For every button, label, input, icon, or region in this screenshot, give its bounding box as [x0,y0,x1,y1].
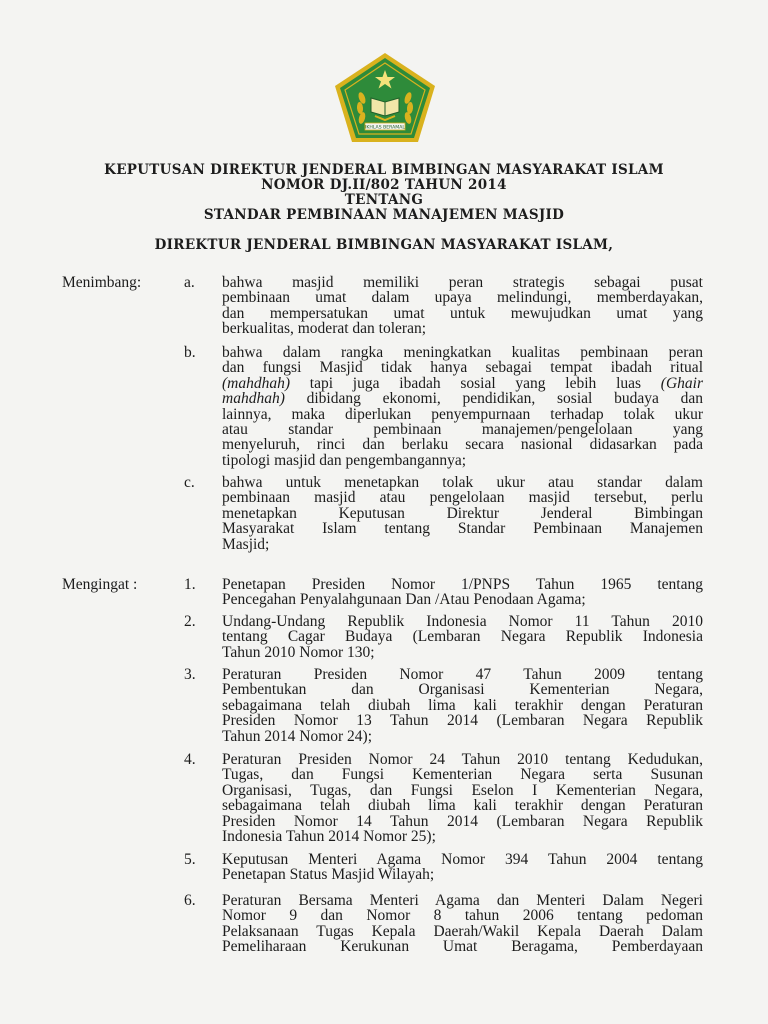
text-line: mahdhah) dibidang ekonomi, pendidikan, sosial budaya dan [222,390,703,408]
decree-tentang: TENTANG [344,192,424,208]
text-line: Masjid; [222,535,270,553]
text-line: menyeluruh, rinci dan berlaku secara nasional didasarkan pada [222,436,703,454]
item-marker: 4. [184,751,196,768]
text-line: tipologi masjid dan pengembangannya; [222,451,467,469]
text-line: bahwa masjid memiliki peran strategis sebagai pusat [222,274,703,291]
text-line: Pelaksanaan Tugas Kepala Daerah/Wakil Kepala Daerah Dalam [222,922,703,940]
text-line: tentang Cagar Budaya (Lembaran Negara Republik Indonesia [222,628,703,646]
text-line: Presiden Nomor 13 Tahun 2014 (Lembaran Negara Republik [222,712,703,730]
item-text [222,614,703,660]
emblem-motto: IKHLAS BERAMAL [365,125,405,131]
item-text [222,852,703,883]
item-marker: 3. [184,666,196,683]
text-line: Peraturan Presiden Nomor 47 Tahun 2009 tentang [222,666,703,683]
text-line: bahwa dalam rangka meningkatkan kualitas pembinaan peran [222,344,703,361]
decree-number: NOMOR DJ.II/802 TAHUN 2014 [261,177,507,193]
item-marker: 2. [184,613,196,630]
text-line: menetapkan Keputusan Direktur Jenderal Bimbingan [222,504,703,522]
item-text [222,893,703,955]
text-line: pembinaan umat dalam upaya melindungi, memberdayakan, [222,289,703,307]
text-line: Pemeliharaan Kerukunan Umat Beragama, Pemberdayaan [222,938,703,956]
mengingat-label: Mengingat : [62,576,138,593]
text-line: Keputusan Menteri Agama Nomor 394 Tahun 2004 tentang [222,851,703,868]
text-line: Tahun 2010 Nomor 130; [222,643,375,661]
text-line: dan fungsi Masjid tidak hanya sebagai tempat ibadah ritual [222,359,703,377]
text-line: sebagaimana telah diubah lima kali terakhir dengan Peraturan [222,797,703,815]
item-text [222,475,703,552]
item-marker: 6. [184,892,196,909]
text-line: Tahun 2014 Nomor 24); [222,727,373,745]
item-marker: 1. [184,576,196,593]
text-line: Peraturan Presiden Nomor 24 Tahun 2010 tentang Kedudukan, [222,751,703,768]
item-marker: a. [184,274,195,291]
text-line: sebagaimana telah diubah lima kali terakhir dengan Peraturan [222,696,703,714]
item-text [222,345,703,468]
item-marker: b. [184,344,196,361]
text-line: atau standar pembinaan manajemen/pengelolaan yang [222,421,703,439]
text-line: lainnya, maka diperlukan penyempurnaan terhadap tolak ukur [222,405,703,423]
text-line: Tugas, dan Fungsi Kementerian Negara serta Susunan [222,766,703,784]
menimbang-label: Menimbang: [62,274,142,291]
text-line: Nomor 9 dan Nomor 8 tahun 2006 tentang pedoman [222,907,703,925]
text-line: Penetapan Presiden Nomor 1/PNPS Tahun 1965 tentang [222,576,703,593]
text-line: dan mempersatukan umat untuk mewujudkan umat yang [222,304,703,322]
item-text [222,752,703,844]
text-line: Masyarakat Islam tentang Standar Pembinaan Manajemen [222,520,703,538]
ministry-emblem [331,50,439,146]
text-line: Presiden Nomor 14 Tahun 2014 (Lembaran Negara Republik [222,812,703,830]
text-line: Indonesia Tahun 2014 Nomor 25); [222,828,436,846]
text-line: Peraturan Bersama Menteri Agama dan Menteri Dalam Negeri [222,892,703,909]
text-line: pembinaan masjid atau pengelolaan masjid tersebut, perlu [222,489,703,507]
item-text [222,667,703,744]
text-line: Pembentukan dan Organisasi Kementerian Negara, [222,681,703,699]
item-marker: c. [184,474,195,491]
item-text [222,577,703,608]
decree-title-line1: KEPUTUSAN DIREKTUR JENDERAL BIMBINGAN MASYARAKAT ISLAM [104,162,664,178]
text-line: Penetapan Status Masjid Wilayah; [222,866,435,884]
decree-subject: STANDAR PEMBINAAN MANAJEMEN MASJID [203,207,565,223]
text-line: Pencegahan Penyalahgunaan Dan /Atau Penodaan Agama; [222,591,586,609]
issuer-heading: DIREKTUR JENDERAL BIMBINGAN MASYARAKAT ISLAM, [154,237,614,253]
text-line: berkualitas, moderat dan toleran; [222,320,427,338]
item-text [222,275,703,337]
text-line: Organisasi, Tugas, dan Fungsi Eselon I Kementerian Negara, [222,781,703,799]
text-line: (mahdhah) tapi juga ibadah sosial yang lebih luas (Ghair [222,374,703,392]
text-line: bahwa untuk menetapkan tolak ukur atau standar dalam [222,474,703,491]
item-marker: 5. [184,851,196,868]
text-line: Undang-Undang Republik Indonesia Nomor 11 Tahun 2010 [222,613,703,630]
